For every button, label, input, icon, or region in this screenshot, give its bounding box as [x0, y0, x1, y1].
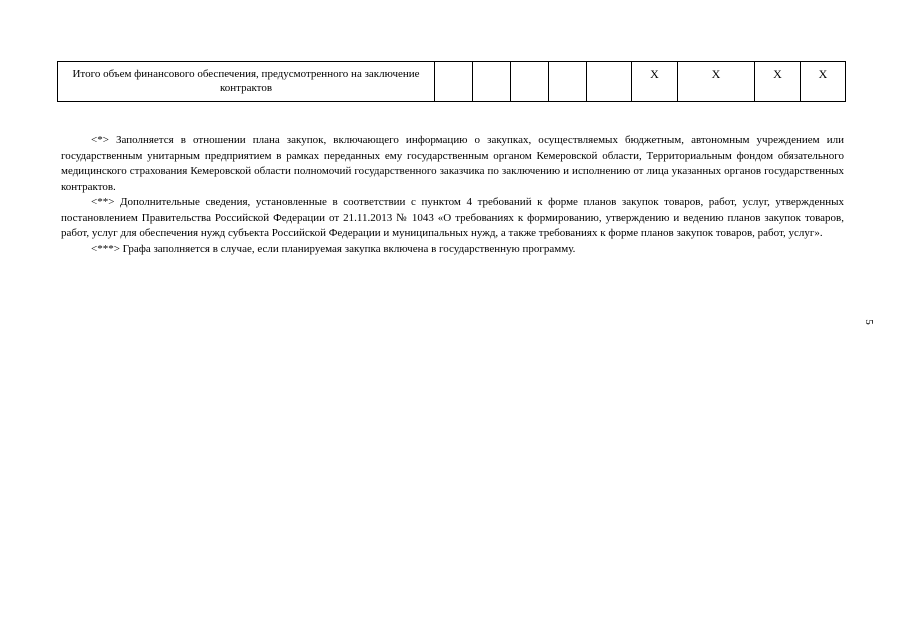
table-cell-x: X [755, 62, 801, 102]
table-cell [473, 62, 511, 102]
page-number: 5 [862, 319, 875, 325]
table-cell-x: X [801, 62, 846, 102]
total-row [58, 62, 846, 102]
total-row-label: Итого объем финансового обеспечения, предусмотренного на заключение контрактов [58, 62, 435, 102]
summary-table [57, 61, 846, 102]
table-cell [549, 62, 587, 102]
table-cell-x: X [678, 62, 755, 102]
footnote-single-asterisk: <*> Заполняется в отношении плана закупок, включающего информацию о закупках, осуществляемых бюджетным, автономным учреждением или государственным унитарным предприятием в рамках переданных ему государственным органом Кемеровской области, Территориальным фондом обязательного медицинского страхования Кемеровской области полномочий государственного заказчика по заключению и исполнению от лица указанных органов государственных контрактов. [61, 134, 844, 193]
footnote-triple-asterisk: <***> Графа заполняется в случае, если планируемая закупка включена в государственную программу. [91, 242, 576, 255]
table-cell-x: X [632, 62, 678, 102]
table-cell [511, 62, 549, 102]
table-cell [587, 62, 632, 102]
table-cell [435, 62, 473, 102]
footnote-double-asterisk: <**> Дополнительные сведения, установленные в соответствии с пунктом 4 требований к форме планов закупок товаров, работ, услуг, утвержденных постановлением Правительства Российской Федерации от 21.11.2013 № 1043 «О требованиях к формированию, утверждению и ведению планов закупок товаров, работ, услуг для обеспечения нужд субъекта Российской Федерации и муниципальных нужд, а также требованиях к форме планов закупок товаров, работ, услуг». [61, 196, 844, 239]
footnotes [61, 133, 844, 257]
